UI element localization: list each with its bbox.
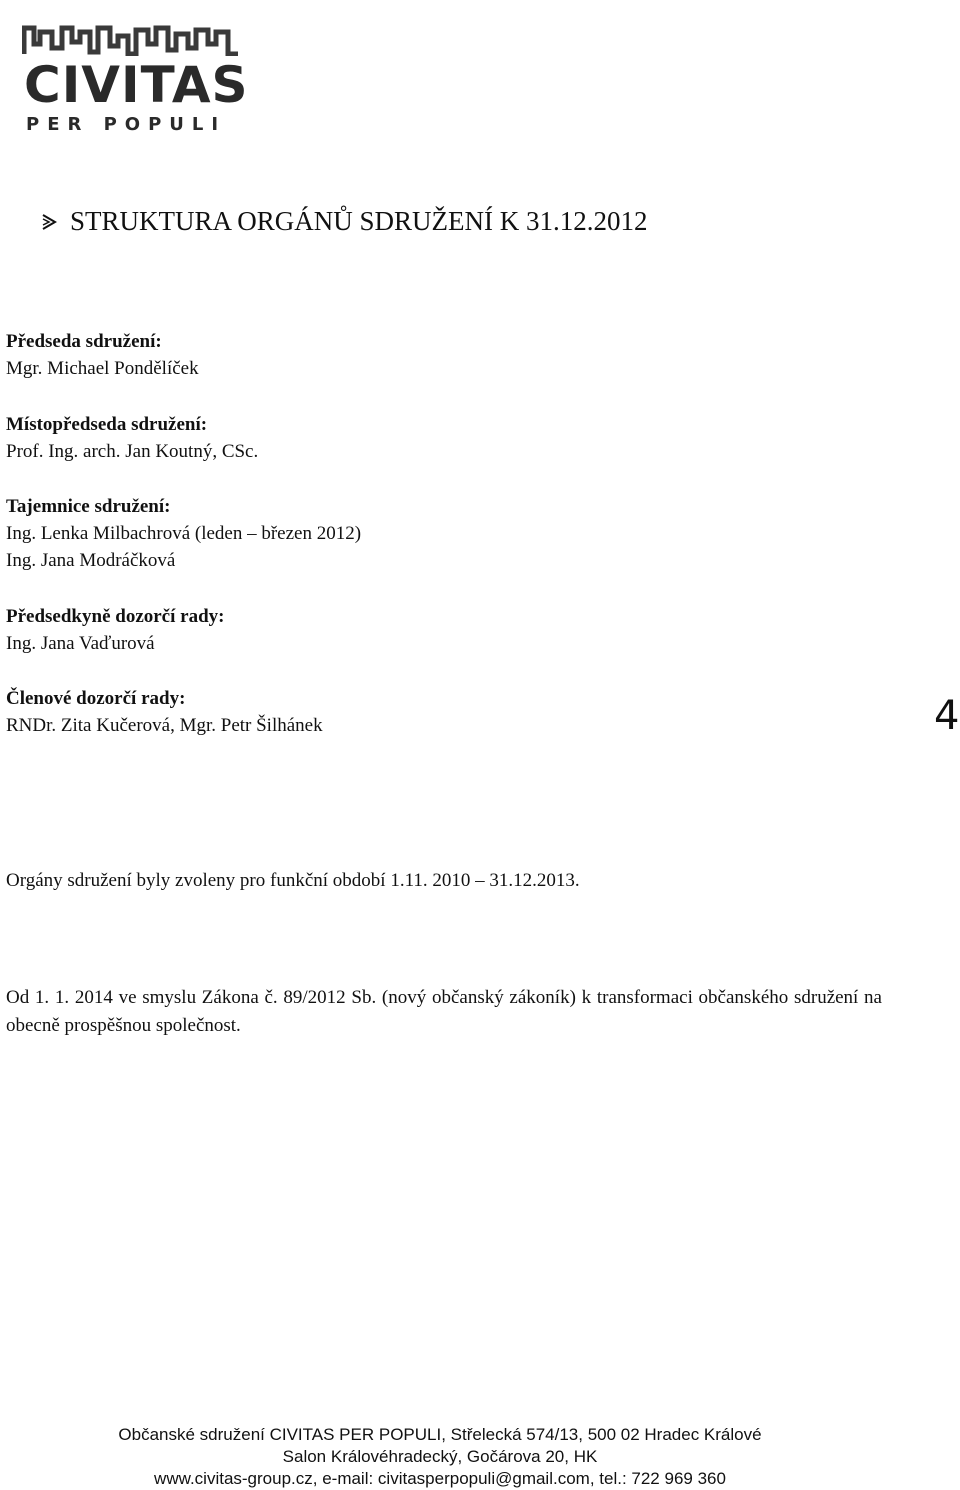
transformation-paragraph: Od 1. 1. 2014 ve smyslu Zákona č. 89/2012 Sb. (nový občanský zákoník) k transformaci občanského sdružení na obecně prospěšnou společnost. (6, 987, 882, 1036)
skyline-icon (22, 22, 242, 56)
section-label-vice-chairman: Místopředseda sdružení: (6, 414, 208, 435)
page-number: 4 (934, 693, 960, 739)
footer-address: Občanské sdružení CIVITAS PER POPULI, Střelecká 574/13, 500 02 Hradec Králové (118, 1425, 762, 1444)
civitas-logo (22, 22, 249, 140)
footer-salon: Salon Královéhradecký, Gočárova 20, HK (282, 1447, 598, 1466)
section-label-board-members: Členové dozorčí rady: (6, 688, 186, 709)
heading-text: STRUKTURA ORGÁNŮ SDRUŽENÍ K 31.12.2012 (70, 206, 648, 236)
board-chair-name: Ing. Jana Vaďurová (6, 633, 155, 654)
logo-subtitle: PER POPULI (26, 114, 227, 135)
vice-chairman-name: Prof. Ing. arch. Jan Koutný, CSc. (6, 441, 259, 462)
secretary-name-1: Ing. Lenka Milbachrová (leden – březen 2012) (6, 523, 362, 544)
page-heading (40, 203, 648, 239)
section-label-secretary: Tajemnice sdružení: (6, 496, 171, 517)
arrow-bullet-icon (40, 203, 70, 239)
section-label-chairman: Předseda sdružení: (6, 331, 162, 352)
section-label-board-chair: Předsedkyně dozorčí rady: (6, 606, 225, 627)
chairman-name: Mgr. Michael Pondělíček (6, 358, 199, 379)
board-members-names: RNDr. Zita Kučerová, Mgr. Petr Šilhánek (6, 715, 323, 736)
footer-contact: www.civitas-group.cz, e-mail: civitasperpopuli@gmail.com, tel.: 722 969 360 (154, 1469, 726, 1488)
secretary-name-2: Ing. Jana Modráčková (6, 550, 176, 571)
term-paragraph: Orgány sdružení byly zvoleny pro funkční období 1.11. 2010 – 31.12.2013. (6, 870, 580, 891)
logo-wordmark: CIVITAS (24, 56, 249, 114)
